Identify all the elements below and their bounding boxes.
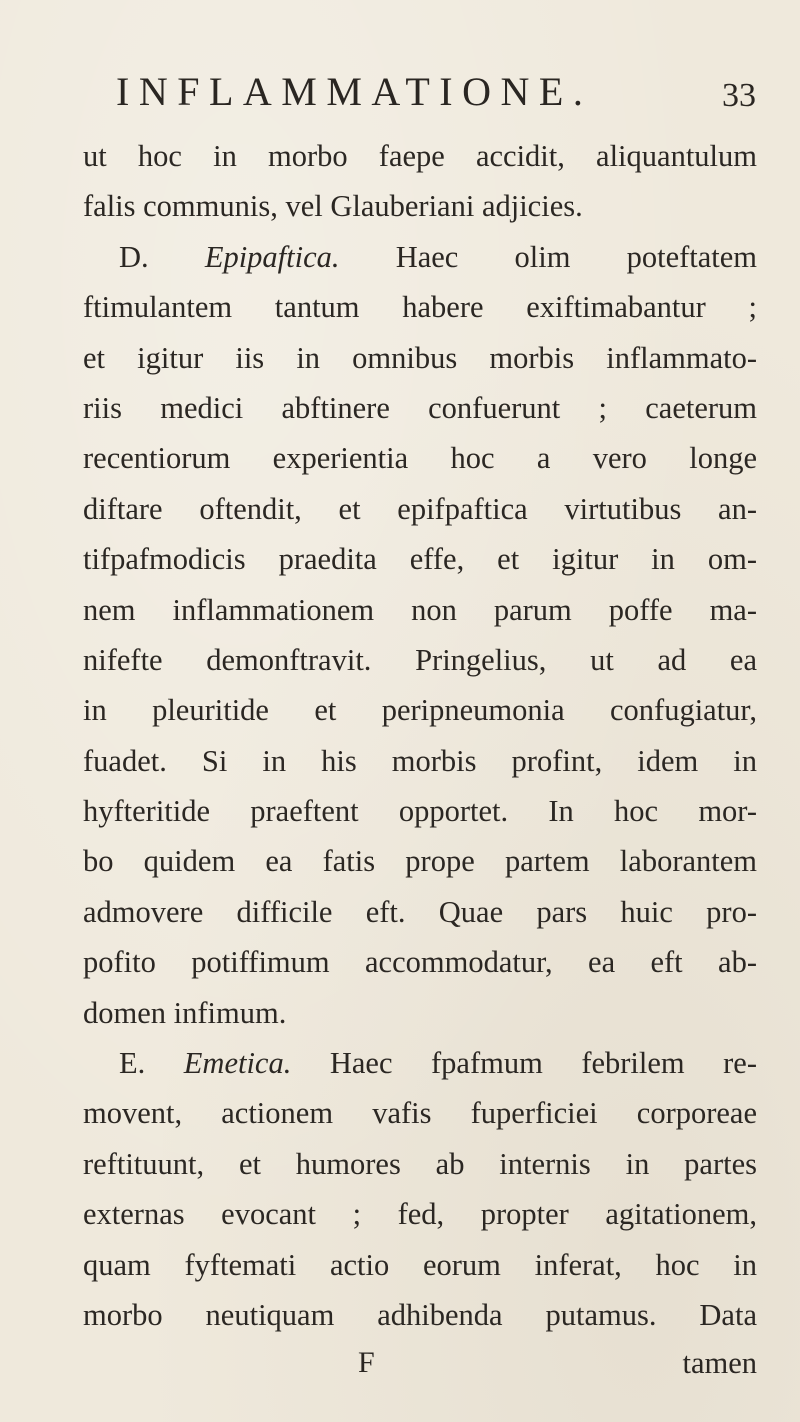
section-label: D. (119, 239, 149, 274)
text-line: nem inflammationem non parum poffe ma- (83, 592, 757, 627)
body-text (83, 131, 757, 1340)
text-line: admovere difficile eft. Quae pars huic pro- (83, 894, 757, 929)
text-line: morbo neutiquam adhibenda putamus. Data (83, 1297, 757, 1332)
text-line: et igitur iis in omnibus morbis inflammato- (83, 340, 757, 375)
signature-mark: F (358, 1346, 375, 1379)
running-head (116, 62, 756, 122)
section-title: Emetica. (183, 1046, 292, 1081)
text-line: ftimulantem tantum habere exiftimabantur ; (83, 290, 757, 325)
section-title: Epipaftica. (204, 239, 340, 274)
text-line: in pleuritide et peripneumonia confugiatur, (83, 693, 757, 728)
text-line: fuadet. Si in his morbis profint, idem in (83, 743, 757, 778)
text-line: quam fyftemati actio eorum inferat, hoc in (83, 1247, 757, 1282)
text-line: nifefte demonftravit. Pringelius, ut ad ea (83, 642, 757, 677)
catchword: tamen (682, 1346, 757, 1380)
page-number: 33 (722, 77, 756, 114)
text-line: ut hoc in morbo faepe accidit, aliquantulum (83, 139, 757, 173)
running-title: INFLAMMATIONE. (116, 69, 593, 114)
text-line: Haec olim poteftatem (395, 239, 758, 274)
section-heading-line (83, 232, 757, 282)
text-line: reftituunt, et humores ab internis in partes (83, 1146, 757, 1181)
text-line: bo quidem ea fatis prope partem laborantem (83, 844, 757, 879)
text-line: diftare oftendit, et epifpaftica virtutibus an- (83, 491, 757, 526)
text-line: tifpafmodicis praedita effe, et igitur in om- (83, 542, 757, 577)
page-footer (83, 1338, 757, 1388)
text-line: externas evocant ; fed, propter agitationem, (83, 1197, 757, 1232)
section-label: E. (119, 1046, 146, 1081)
text-line: falis communis, vel Glauberiani adjicies. (83, 189, 583, 224)
text-line: pofito potiffimum accommodatur, ea eft ab- (83, 945, 757, 980)
text-line: recentiorum experientia hoc a vero longe (83, 441, 757, 476)
text-line: movent, actionem vafis fuperficiei corporeae (83, 1096, 757, 1131)
text-line: riis medici abftinere confuerunt ; caeterum (83, 390, 757, 425)
text-line: hyfteritide praeftent opportet. In hoc mor- (83, 794, 757, 829)
text-line: domen infimum. (83, 995, 287, 1030)
text-line: Haec fpafmum febrilem re- (329, 1046, 757, 1081)
section-heading-line (83, 1038, 757, 1088)
